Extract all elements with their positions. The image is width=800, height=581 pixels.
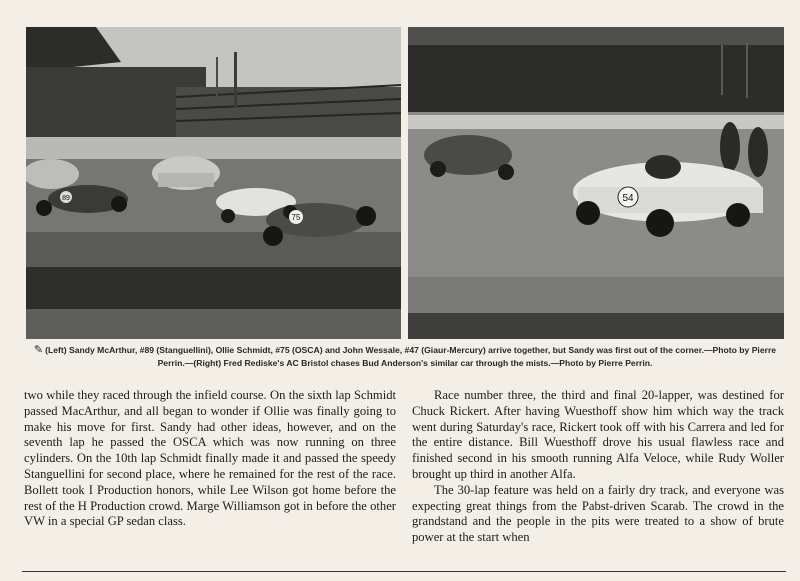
car-number-89: 89 — [62, 195, 70, 202]
bottom-rule — [22, 571, 786, 572]
car-number-75: 75 — [291, 213, 301, 222]
pencil-mark-icon: ✎ — [33, 344, 44, 356]
left-paragraph-1: two while they raced through the infield course. On the sixth lap Schmidt passed MacArthur, and all began to wonder if Ollie was finally going to make his move for first. Sandy had other ideas, however, and on the seventh lap he passed the OSCA which was now running on three cylinders. On the 10th lap Schmidt finally made it and passed the speedy Stanguellini for second place, where he remained for the rest of the race. Bollett took I Production honors, while Lee Wilson got home before the rest of the H Production crowd. Marge Williamson got in before the other VW in a special GP sedan class. — [24, 388, 396, 529]
right-paragraph-1: Race number three, the third and final 20-lapper, was destined for Chuck Rickert. After having Wuesthoff show him which way the track went during Saturday's race, Rickert took off with his Carrera and led for the entire distance. Bill Wuesthoff drove his usual flawless race and finished second in his smooth running Alfa Veloce, while Rudy Woller brought up third in another Alfa. — [412, 388, 784, 481]
article-column-left — [24, 388, 396, 530]
article-column-right — [412, 388, 784, 546]
photo-right — [408, 27, 784, 339]
photo-left — [26, 27, 401, 339]
photo-right-image — [408, 27, 784, 339]
right-paragraph-2: The 30-lap feature was held on a fairly dry track, and everyone was expecting great things from the Pabst-driven Scarab. The crowd in the grandstand and the people in the pits were treated to a show of brute power at the start when — [412, 482, 784, 545]
caption-text: (Left) Sandy McArthur, #89 (Stanguellini), Ollie Schmidt, #75 (OSCA) and John Wessale, #47 (Giaur-Mercury) arrive together, but Sandy was first out of the corner.—Photo by Pierre Perrin.—(Right) Fred Rediske's AC Bristol chases Bud Anderson's similar car through the mists.—Photo by Pierre Perrin. — [45, 345, 777, 368]
car-number-54: 54 — [622, 193, 634, 204]
photo-caption — [26, 344, 784, 370]
photo-left-image — [26, 27, 401, 339]
